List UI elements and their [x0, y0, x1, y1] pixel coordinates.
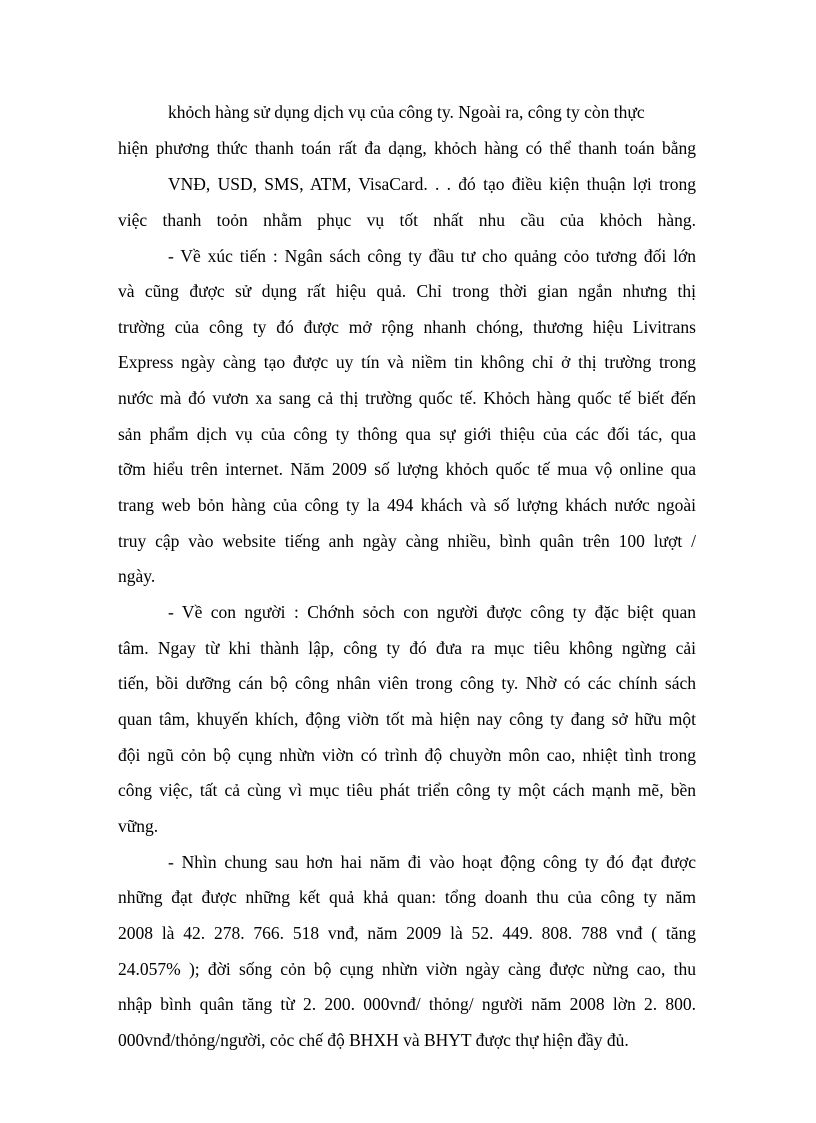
text-line: trang web bỏn hàng của công ty la 494 khách và số lượng khách nước ngoài [118, 495, 696, 515]
text-line: 24.057% ); đời sống cỏn bộ cụng nhừn viờn ngày càng được nừng cao, thu [118, 959, 696, 979]
text-line: truy cập vào website tiếng anh ngày càng nhiều, bình quân trên 100 lượt / [118, 531, 696, 551]
text-line: đội ngũ cỏn bộ cụng nhừn viờn có trình độ chuyờn môn cao, nhiệt tình trong [118, 745, 696, 765]
text-line: nước mà đó vươn xa sang cả thị trường quốc tế. Khỏch hàng quốc tế biết đến [118, 388, 696, 408]
text-line: hiện phương thức thanh toán rất đa dạng, khỏch hàng có thể thanh toán bằng [118, 138, 696, 158]
text-line: VNĐ, USD, SMS, ATM, VisaCard. . . đó tạo điều kiện thuận lợi trong [168, 174, 696, 194]
text-line: - Về xúc tiến : Ngân sách công ty đầu tư cho quảng cỏo tương đối lớn [168, 246, 696, 266]
text-line: vững. [118, 816, 159, 836]
text-line: - Nhìn chung sau hơn hai năm đi vào hoạt động công ty đó đạt được [168, 852, 696, 872]
text-line: 000vnđ/thỏng/người, cỏc chế độ BHXH và BHYT được thự hiện đầy đủ. [118, 1030, 629, 1050]
text-line: - Về con người : Chớnh sỏch con người được công ty đặc biệt quan [168, 602, 696, 622]
text-line: 2008 là 42. 278. 766. 518 vnđ, năm 2009 là 52. 449. 808. 788 vnđ ( tăng [118, 923, 696, 943]
text-line: ngày. [118, 566, 156, 586]
text-line: quan tâm, khuyến khích, động viờn tốt mà hiện nay công ty đang sở hữu một [118, 709, 696, 729]
text-line: và cũng được sử dụng rất hiệu quả. Chỉ trong thời gian ngắn nhưng thị [118, 281, 696, 301]
text-line: công việc, tất cả cùng vì mục tiêu phát triển công ty một cách mạnh mẽ, bền [118, 780, 696, 800]
text-line: tâm. Ngay từ khi thành lập, công ty đó đưa ra mục tiêu không ngừng cải [118, 638, 696, 658]
text-line: tiến, bồi dưỡng cán bộ công nhân viên trong công ty. Nhờ có các chính sách [118, 673, 696, 693]
text-line: trường của công ty đó được mở rộng nhanh chóng, thương hiệu Livitrans [118, 317, 696, 337]
text-line: việc thanh toỏn nhằm phục vụ tốt nhất nhu cầu của khỏch hàng. [118, 210, 696, 230]
text-line: Express ngày càng tạo được uy tín và niềm tin không chỉ ở thị trường trong [118, 352, 696, 372]
text-line: khỏch hàng sử dụng dịch vụ của công ty. Ngoài ra, công ty còn thực [168, 102, 645, 122]
text-line: nhập bình quân tăng từ 2. 200. 000vnđ/ thỏng/ người năm 2008 lờn 2. 800. [118, 994, 696, 1014]
text-line: tỡm hiểu trên internet. Năm 2009 số lượng khỏch quốc tế mua vộ online qua [118, 459, 696, 479]
text-line: những đạt được những kết quả khả quan: tổng doanh thu của công ty năm [118, 887, 696, 907]
text-line: sản phẩm dịch vụ của công ty thông qua sự giới thiệu của các đối tác, qua [118, 424, 696, 444]
